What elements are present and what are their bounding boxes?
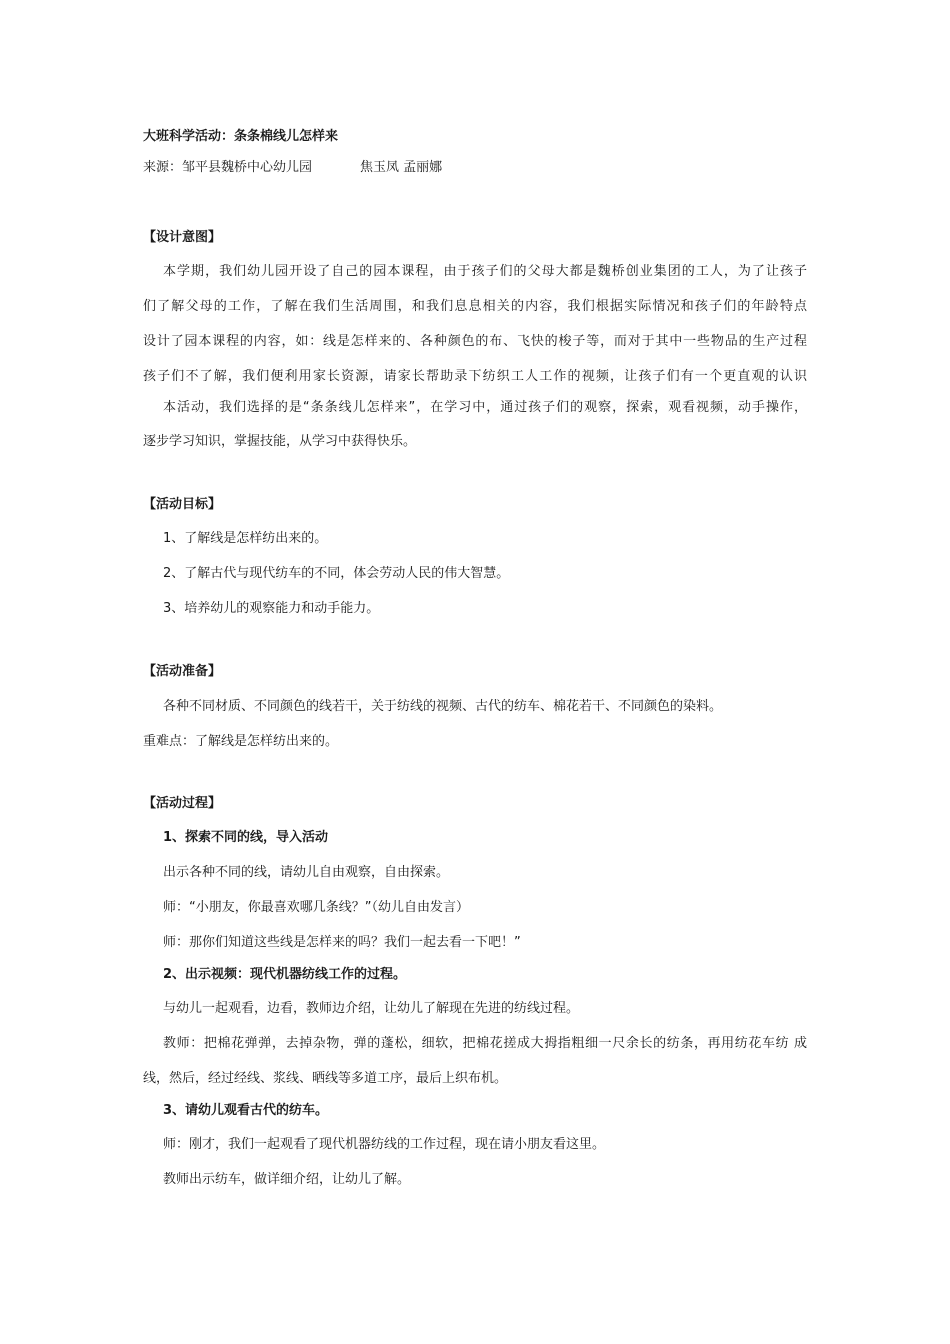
design-line-3: 设计了园本课程的内容，如：线是怎样来的、各种颜色的布、飞快的梭子等，而对于其中一些物品的生产过程 bbox=[143, 334, 807, 349]
step-2-line-3: 线，然后，经过经线、浆线、晒线等多道工序，最后上织布机。 bbox=[143, 1071, 508, 1086]
design-line-1: 本学期，我们幼儿园开设了自己的园本课程，由于孩子们的父母大都是魏桥创业集团的工人，为了让孩子 bbox=[163, 264, 807, 279]
prep-text: 各种不同材质、不同颜色的线若干，关于纺线的视频、古代的纺车、棉花若干、不同颜色的染料。 bbox=[163, 699, 723, 714]
step-2-line-2: 教师：把棉花弹弹，去掉杂物，弹的蓬松，细软，把棉花搓成大拇指粗细一尺余长的纺条，再用纺花车纺 成 bbox=[163, 1036, 807, 1051]
step-1-line-1: 出示各种不同的线，请幼儿自由观察，自由探索。 bbox=[163, 865, 450, 880]
design-line-6: 逐步学习知识，掌握技能，从学习中获得快乐。 bbox=[143, 434, 417, 449]
design-line-5: 本活动，我们选择的是“条条线儿怎样来”，在学习中，通过孩子们的观察，探索，观看视频，动手操作， bbox=[163, 400, 807, 415]
source-line bbox=[143, 159, 442, 177]
source-label: 来源：邹平县魏桥中心幼儿园 bbox=[143, 160, 313, 175]
step-1-line-3: 师：那你们知道这些线是怎样来的吗？我们一起去看一下吧！” bbox=[163, 935, 521, 950]
authors: 焦玉凤 孟丽娜 bbox=[360, 160, 443, 175]
prep-heading: 【活动准备】 bbox=[143, 664, 222, 679]
step-2-title: 2、出示视频：现代机器纺线工作的过程。 bbox=[163, 967, 407, 982]
design-line-2: 们了解父母的工作，了解在我们生活周围，和我们息息相关的内容，我们根据实际情况和孩子们的年龄特点 bbox=[143, 299, 807, 314]
step-3-line-2: 教师出示纺车，做详细介绍，让幼儿了解。 bbox=[163, 1172, 411, 1187]
design-line-4: 孩子们不了解，我们便利用家长资源，请家长帮助录下纺织工人工作的视频，让孩子们有一个更直观的认识 bbox=[143, 369, 807, 384]
prep-key-points: 重难点：了解线是怎样纺出来的。 bbox=[143, 734, 339, 749]
step-3-title: 3、请幼儿观看古代的纺车。 bbox=[163, 1103, 329, 1118]
step-2-line-1: 与幼儿一起观看，边看，教师边介绍，让幼儿了解现在先进的纺线过程。 bbox=[163, 1001, 580, 1016]
doc-title: 大班科学活动：条条棉线儿怎样来 bbox=[143, 129, 339, 144]
design-heading: 【设计意图】 bbox=[143, 230, 222, 245]
step-3-line-1: 师：刚才，我们一起观看了现代机器纺线的工作过程，现在请小朋友看这里。 bbox=[163, 1137, 606, 1152]
process-heading: 【活动过程】 bbox=[143, 796, 222, 811]
goal-item-1: 1、了解线是怎样纺出来的。 bbox=[163, 531, 328, 546]
goal-item-2: 2、了解古代与现代纺车的不同，体会劳动人民的伟大智慧。 bbox=[163, 566, 510, 581]
goals-heading: 【活动目标】 bbox=[143, 497, 222, 512]
goal-item-3: 3、培养幼儿的观察能力和动手能力。 bbox=[163, 601, 380, 616]
step-1-line-2: 师：“小朋友，你最喜欢哪几条线？”（幼儿自由发言） bbox=[163, 900, 469, 915]
step-1-title: 1、探索不同的线，导入活动 bbox=[163, 830, 329, 845]
